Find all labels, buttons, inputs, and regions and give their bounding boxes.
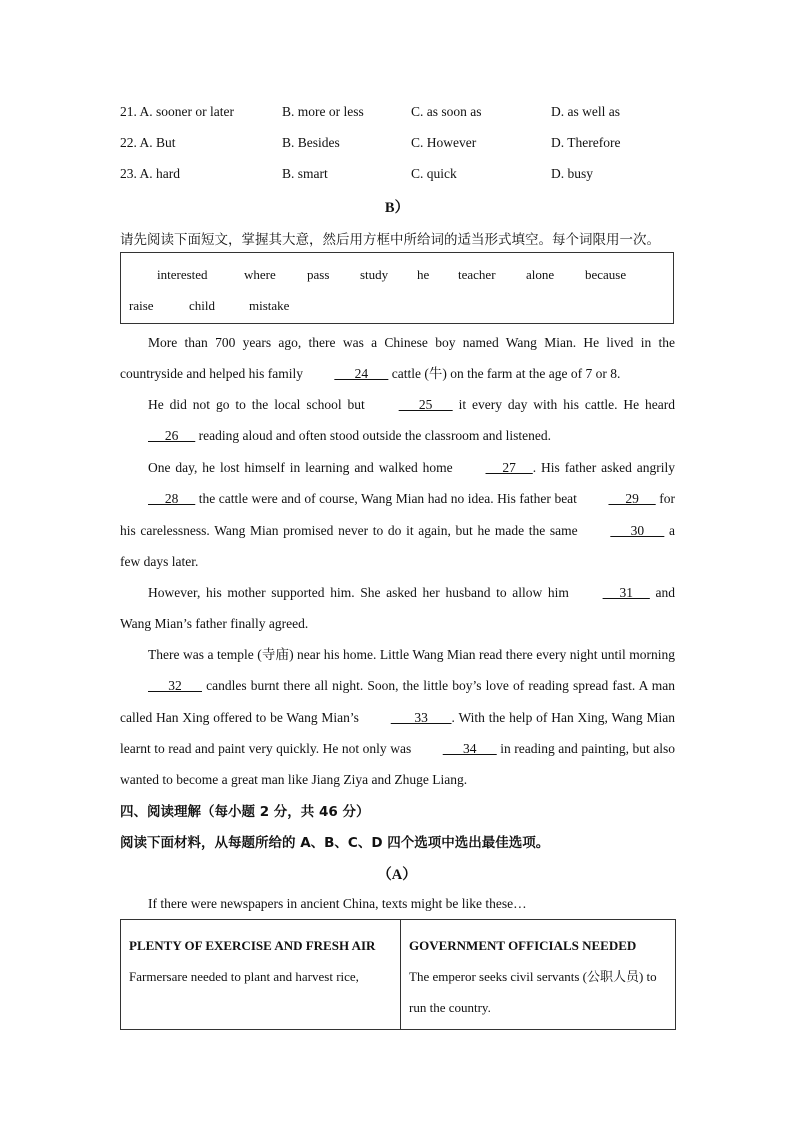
passage-text: for his carelessness. Wang Mian promised never to do it again, but he made the same xyxy=(120,491,675,538)
word-alone: alone xyxy=(526,267,555,282)
passage-text: There was a temple (寺庙) near his home. Little Wang Mian read there every night until morning xyxy=(148,647,675,662)
word-mistake: mistake xyxy=(249,298,290,313)
passage-text: in reading and painting, but also wanted to become a great man like Jiang Ziya and Zhuge Liang. xyxy=(120,740,675,788)
word-child: child xyxy=(189,298,215,313)
news-body-exercise: Farmersare needed to plant and harvest rice, xyxy=(129,969,359,984)
q22-option-c: C. However xyxy=(411,135,477,150)
q23-option-b: B. smart xyxy=(282,166,328,181)
news-body-officials: The emperor seeks civil servants (公职人员) to run the country. xyxy=(409,969,657,1015)
q23-option-a: 23. A. hard xyxy=(120,166,180,181)
word-raise: raise xyxy=(129,298,154,313)
blank-24[interactable]: 24 xyxy=(334,366,389,382)
blank-27[interactable]: 27 xyxy=(485,460,533,475)
passage-paragraph-3 xyxy=(120,452,675,577)
word-box xyxy=(120,252,674,324)
passage-text: One day, he lost himself in learning and walked home xyxy=(148,460,458,475)
news-cell-officials xyxy=(401,920,676,1030)
passage-text: However, his mother supported him. She asked her husband to allow him xyxy=(148,585,575,600)
blank-30[interactable]: 30 xyxy=(610,522,665,538)
word-where: where xyxy=(244,267,276,282)
q22-option-b: B. Besides xyxy=(282,135,340,150)
q22-option-a: 22. A. But xyxy=(120,135,176,150)
word-pass: pass xyxy=(307,267,330,282)
blank-34[interactable]: 34 xyxy=(442,740,497,756)
section-b-instruction: 请先阅读下面短文，掌握其大意，然后用方框中所给词的适当形式填空。每个词限用一次。 xyxy=(120,232,660,248)
word-he: he xyxy=(417,267,430,282)
section-4-title: 四、阅读理解（每小题 2 分，共 46 分） xyxy=(120,804,370,820)
intro-line: If there were newspapers in ancient China, texts might be like these… xyxy=(148,896,527,911)
passage-text: candles burnt there all night. Soon, the little boy’s love of reading spread fast. A man called Han Xing offered to be Wang Mian’s xyxy=(120,678,675,725)
news-title-exercise: PLENTY OF EXERCISE AND FRESH AIR xyxy=(129,938,376,953)
blank-32[interactable]: 32 xyxy=(148,678,202,694)
passage-paragraph-4 xyxy=(120,577,675,640)
blank-29[interactable]: 29 xyxy=(608,491,656,507)
news-title-officials: GOVERNMENT OFFICIALS NEEDED xyxy=(409,938,637,953)
news-cell-exercise xyxy=(121,920,401,1030)
passage-text: a few days later. xyxy=(120,522,675,569)
blank-33[interactable]: 33 xyxy=(390,709,452,725)
passage-text: the cattle were and of course, Wang Mian had no idea. His father beat xyxy=(195,491,581,507)
blank-26[interactable]: 26 xyxy=(148,428,196,444)
passage-text: reading aloud and often stood outside the classroom and listened. xyxy=(195,428,552,444)
q23-option-d: D. busy xyxy=(551,166,594,181)
passage-text: More than 700 years ago, there was a Chinese boy named Wang Mian. He lived in the countryside and helped his family xyxy=(120,335,675,382)
passage-paragraph-2 xyxy=(120,389,675,452)
section-b-title: B） xyxy=(384,200,410,216)
word-teacher: teacher xyxy=(458,267,496,282)
q21-option-a: 21. A. sooner or later xyxy=(120,104,234,119)
q21-option-c: C. as soon as xyxy=(411,104,482,119)
q21-option-b: B. more or less xyxy=(282,104,364,119)
passage-text: . His father asked angrily xyxy=(532,460,675,475)
word-interested: interested xyxy=(157,267,208,282)
section-4-instruction: 阅读下面材料，从每题所给的 A、B、C、D 四个选项中选出最佳选项。 xyxy=(120,835,550,851)
blank-28[interactable]: 28 xyxy=(148,491,196,507)
q23-option-c: C. quick xyxy=(411,166,457,181)
passage-text: . With the help of Han Xing, Wang Mian learnt to read and paint very quickly. He not only was xyxy=(120,709,675,756)
passage-paragraph-1 xyxy=(120,327,675,390)
word-study: study xyxy=(360,267,389,282)
passage-text: cattle (牛) on the farm at the age of 7 or 8. xyxy=(388,366,621,382)
blank-31[interactable]: 31 xyxy=(602,585,650,600)
q21-option-d: D. as well as xyxy=(551,104,620,119)
section-a-title: （A） xyxy=(377,867,417,883)
blank-25[interactable]: 25 xyxy=(398,397,453,412)
passage-text: it every day with his cattle. He heard xyxy=(452,397,676,412)
word-because: because xyxy=(585,267,627,282)
news-table xyxy=(120,919,676,1030)
passage-text: and Wang Mian’s father finally agreed. xyxy=(120,585,675,632)
q22-option-d: D. Therefore xyxy=(551,135,621,150)
passage-paragraph-5 xyxy=(120,639,675,795)
passage-text: He did not go to the local school but xyxy=(148,397,371,412)
